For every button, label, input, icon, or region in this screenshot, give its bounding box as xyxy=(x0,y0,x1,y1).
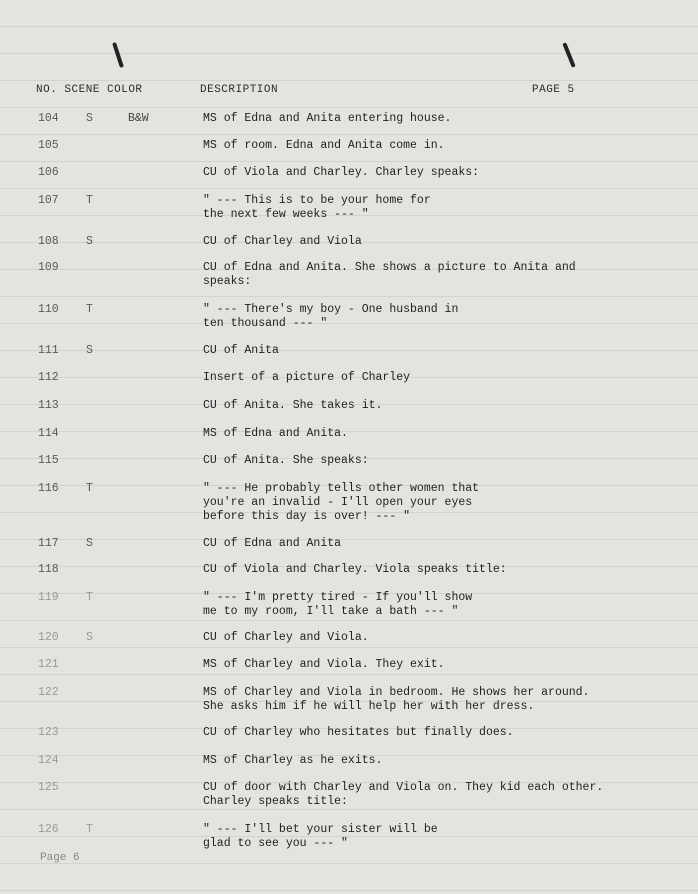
scene-type: T xyxy=(86,482,93,495)
scene-number: 105 xyxy=(38,139,59,152)
header-columns-label: NO. SCENE COLOR xyxy=(36,84,143,96)
scene-type: S xyxy=(86,344,93,357)
scene-description: CU of Charley and Viola. xyxy=(203,631,369,644)
scene-number: 117 xyxy=(38,537,59,550)
scene-number: 108 xyxy=(38,235,59,248)
scene-number: 109 xyxy=(38,261,59,274)
scene-description: MS of Edna and Anita. xyxy=(203,427,348,440)
scene-type: S xyxy=(86,235,93,248)
scene-type: T xyxy=(86,591,93,604)
scene-number: 123 xyxy=(38,726,59,739)
scene-type: S xyxy=(86,631,93,644)
scene-type: T xyxy=(86,823,93,836)
header-description-label: DESCRIPTION xyxy=(200,84,279,96)
scene-description: CU of Charley and Viola xyxy=(203,235,362,248)
scene-description: MS of Charley and Viola in bedroom. He shows her around. She asks him if he will help her with her dress. xyxy=(203,686,590,713)
scene-description: CU of Charley who hesitates but finally does. xyxy=(203,726,514,739)
scene-type: S xyxy=(86,537,93,550)
scene-description: " --- I'm pretty tired - If you'll show me to my room, I'll take a bath --- " xyxy=(203,591,473,618)
scene-description: CU of Edna and Anita xyxy=(203,537,342,550)
scene-number: 107 xyxy=(38,194,59,207)
scene-number: 115 xyxy=(38,454,59,467)
scene-number: 119 xyxy=(38,591,59,604)
scene-number: 111 xyxy=(38,344,59,357)
punch-hole-mark-left xyxy=(112,42,124,68)
scene-description: CU of Edna and Anita. She shows a picture to Anita and speaks: xyxy=(203,261,576,288)
scene-description: CU of Anita. She speaks: xyxy=(203,454,369,467)
scene-number: 112 xyxy=(38,371,59,384)
scene-type: S xyxy=(86,112,93,125)
scene-description: MS of room. Edna and Anita come in. xyxy=(203,139,445,152)
scene-number: 121 xyxy=(38,658,59,671)
scene-number: 116 xyxy=(38,482,59,495)
scene-type: T xyxy=(86,194,93,207)
scene-type: T xyxy=(86,303,93,316)
scene-number: 118 xyxy=(38,563,59,576)
scene-number: 104 xyxy=(38,112,59,125)
scene-description: Insert of a picture of Charley xyxy=(203,371,411,384)
scene-number: 113 xyxy=(38,399,59,412)
scene-description: " --- There's my boy - One husband in ten thousand --- " xyxy=(203,303,459,330)
scene-number: 125 xyxy=(38,781,59,794)
scene-description: MS of Charley and Viola. They exit. xyxy=(203,658,445,671)
scene-number: 122 xyxy=(38,686,59,699)
punch-hole-mark-right xyxy=(562,42,575,68)
scene-description: CU of Anita xyxy=(203,344,279,357)
scene-number: 110 xyxy=(38,303,59,316)
scene-description: " --- He probably tells other women that you're an invalid - I'll open your eyes before this day is over! --- " xyxy=(203,482,480,523)
scene-description: CU of Viola and Charley. Charley speaks: xyxy=(203,166,480,179)
scene-number: 124 xyxy=(38,754,59,767)
scene-color: B&W xyxy=(128,112,149,125)
scene-description: " --- I'll bet your sister will be glad to see you --- " xyxy=(203,823,438,850)
page-number: PAGE 5 xyxy=(532,84,575,96)
scene-description: MS of Edna and Anita entering house. xyxy=(203,112,452,125)
table-header xyxy=(0,84,698,104)
next-page-bleed-text: Page 6 xyxy=(40,852,80,864)
scene-description: MS of Charley as he exits. xyxy=(203,754,383,767)
scene-description: " --- This is to be your home for the next few weeks --- " xyxy=(203,194,431,221)
scene-description: CU of Anita. She takes it. xyxy=(203,399,383,412)
scene-description: CU of door with Charley and Viola on. They kid each other. Charley speaks title: xyxy=(203,781,604,808)
scene-number: 114 xyxy=(38,427,59,440)
scene-number: 120 xyxy=(38,631,59,644)
scene-number: 126 xyxy=(38,823,59,836)
scene-description: CU of Viola and Charley. Viola speaks title: xyxy=(203,563,507,576)
scene-number: 106 xyxy=(38,166,59,179)
